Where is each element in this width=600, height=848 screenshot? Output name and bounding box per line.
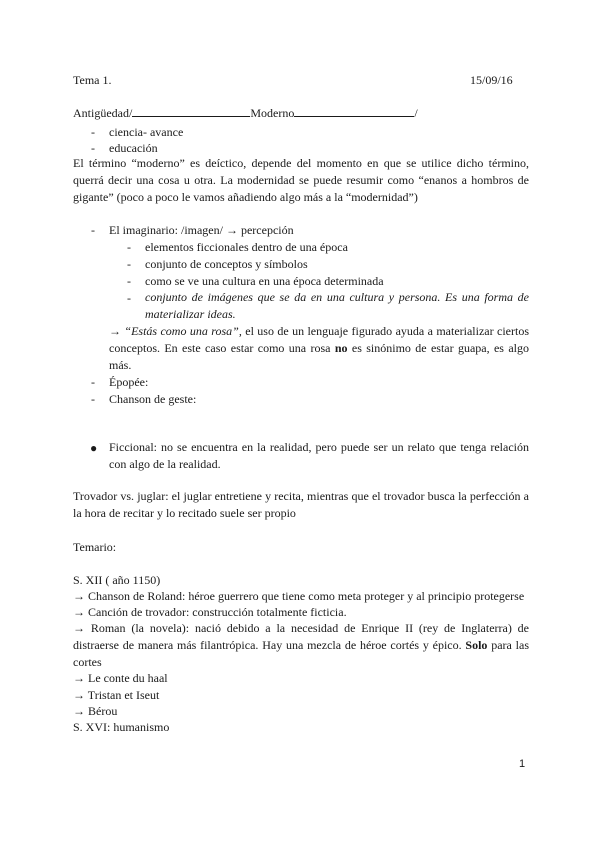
moderno-label: Moderno bbox=[250, 106, 295, 120]
bullet-dot: ● bbox=[90, 441, 98, 455]
rosa-quote: “Estás como una rosa”, bbox=[124, 324, 242, 338]
antiguedad-label: Antigüedad/ bbox=[73, 106, 133, 120]
list-item: ciencia- avance bbox=[109, 125, 184, 139]
list-item: Épopée: bbox=[109, 375, 149, 389]
antiguedad-moderno-line bbox=[73, 105, 418, 121]
bold-no: no bbox=[334, 341, 348, 355]
page-number: 1 bbox=[519, 758, 526, 770]
bold-solo: Solo bbox=[465, 638, 488, 652]
document-date: 15/09/16 bbox=[470, 73, 513, 87]
list-item: educación bbox=[109, 141, 158, 155]
dash-bullet: - bbox=[91, 141, 95, 155]
list-item: conjunto de conceptos y símbolos bbox=[145, 257, 308, 271]
roman-item: → Roman (la novela): nació debido a la necesidad de Enrique II (rey de Inglaterra) de distraerse de manera más filantrópica. Hay una mezcla de héroe cortés y épico. Solo para las cortes bbox=[73, 621, 529, 669]
blank-line bbox=[294, 105, 414, 117]
list-item: Chanson de geste: bbox=[109, 392, 197, 406]
list-item: elementos ficcionales dentro de una época bbox=[145, 240, 348, 254]
document-title: Tema 1. bbox=[73, 73, 112, 87]
dash-bullet: - bbox=[91, 125, 95, 139]
list-item: → Bérou bbox=[73, 704, 118, 718]
dash-bullet: - bbox=[91, 392, 95, 406]
slash-label: / bbox=[414, 106, 418, 120]
paragraph-moderno: El término “moderno” es deíctico, depende del momento en que se utilice dicho término, querrá decir una cosa u otra. La modernidad se puede resumir como “enanos a hombros de gigante” (poco a poco le vamos añadiendo algo más a la “modernidad”) bbox=[73, 156, 529, 204]
s12-heading: S. XII ( año 1150) bbox=[73, 573, 161, 587]
list-item: → Le conte du haal bbox=[73, 671, 168, 685]
blank-line bbox=[132, 105, 250, 117]
list-item: → Canción de trovador: construcción totalmente ficticia. bbox=[73, 605, 347, 619]
s16-heading: S. XVI: humanismo bbox=[73, 720, 170, 734]
ficcional-item: Ficcional: no se encuentra en la realidad, pero puede ser un relato que tenga relación con algo de la realidad. bbox=[109, 440, 529, 471]
dash-bullet: - bbox=[127, 274, 131, 288]
dash-bullet: - bbox=[127, 291, 131, 305]
rosa-explanation: → “Estás como una rosa”, el uso de un lenguaje figurado ayuda a materializar ciertos conceptos. En este caso estar como una rosa no es sinónimo de estar guapa, es algo más. bbox=[109, 324, 530, 372]
dash-bullet: - bbox=[91, 223, 95, 237]
temario-label: Temario: bbox=[73, 540, 117, 554]
dash-bullet: - bbox=[127, 240, 131, 254]
paragraph-trovador: Trovador vs. juglar: el juglar entretiene y recita, mientras que el trovador busca la perfección a la hora de recitar y lo recitado suele ser propio bbox=[73, 489, 529, 520]
list-item: → Chanson de Roland: héroe guerrero que tiene como meta proteger y al principio protegerse bbox=[73, 589, 525, 603]
list-item: conjunto de imágenes que se da en una cultura y persona. Es una forma de materializar ideas. bbox=[145, 290, 529, 321]
imaginario-label: El imaginario: /imagen/ → percepción bbox=[109, 223, 294, 237]
list-item: como se ve una cultura en una época determinada bbox=[145, 274, 384, 288]
dash-bullet: - bbox=[127, 257, 131, 271]
list-item: → Tristan et Iseut bbox=[73, 688, 160, 702]
dash-bullet: - bbox=[91, 375, 95, 389]
